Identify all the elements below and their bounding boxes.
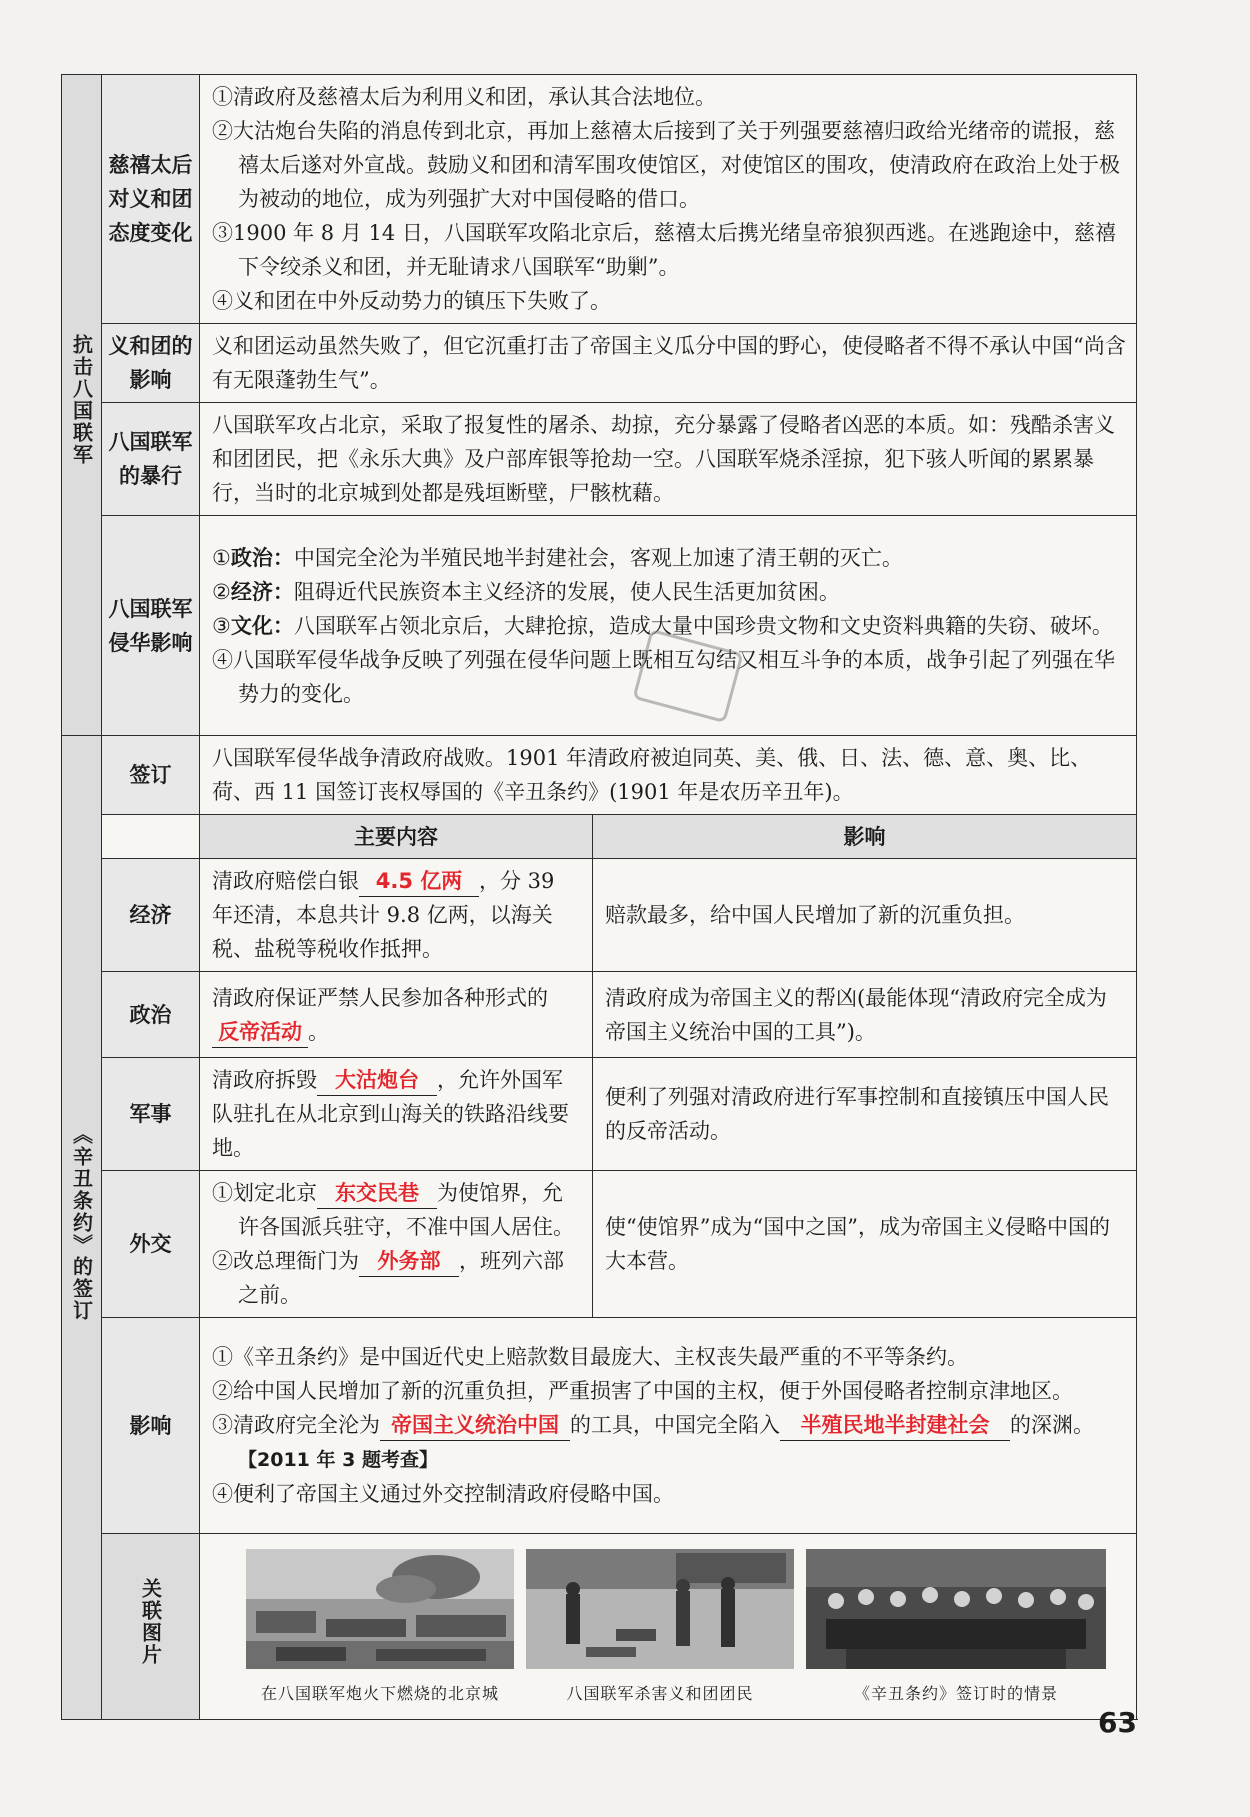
row-treaty-impact (62, 1318, 1137, 1534)
content-cixi (200, 75, 1137, 324)
invasion-item-politics: ①政治：中国完全沦为半殖民地半封建社会，客观上加速了清王朝的灭亡。 (212, 545, 903, 570)
treaty-impact-item-4: ④便利了帝国主义通过外交控制清政府侵略中国。 (212, 1482, 674, 1506)
page-number: 63 (1098, 1706, 1137, 1739)
content-boxer-impact (200, 324, 1137, 403)
cixi-item-4: ④义和团在中外反动势力的镇压下失败了。 (212, 289, 611, 313)
keyword-politics: 政治： (230, 545, 294, 570)
label-economy: 经济 (102, 859, 200, 972)
content-diplomacy: ①划定北京 东交民巷 为使馆界，允许各国派兵驻守，不准中国人居住。 ②改总理衙门为 外务部 ，班列六部之前。 (200, 1171, 593, 1318)
row-header (62, 815, 1137, 859)
content-treaty-impact (200, 1318, 1137, 1534)
row-signing (62, 736, 1137, 815)
answer-blank-foreign-ministry: 外务部 (359, 1246, 459, 1277)
content-signing (200, 736, 1137, 815)
signing-text: 八国联军侵华战争清政府战败。1901 年清政府被迫同英、美、俄、日、法、德、意、奥、比、荷、西 11 国签订丧权辱国的《辛丑条约》(1901 年是农历辛丑年)。 (212, 746, 1092, 804)
answer-blank-imperialist-tool: 帝国主义统治中国 (380, 1410, 570, 1441)
row-politics (62, 972, 1137, 1058)
photo-execution (526, 1549, 794, 1711)
treaty-impact-item-3: ③清政府完全沦为 帝国主义统治中国 的工具，中国完全陷入 半殖民地半封建社会 的深渊。【2011 年 3 题考查】 (212, 1408, 1126, 1477)
row-invasion-impact (62, 516, 1137, 736)
content-economy: 清政府赔偿白银 4.5 亿两 ，分 39 年还清，本息共计 9.8 亿两，以海关税、盐税等税收作抵押。 (200, 859, 593, 972)
answer-blank-semi-colonial: 半殖民地半封建社会 (780, 1410, 1010, 1441)
content-politics: 清政府保证严禁人民参加各种形式的反帝活动 。 (200, 972, 593, 1058)
photo-burning-beijing (246, 1549, 514, 1711)
row-atrocities (62, 403, 1137, 516)
section-images (102, 1534, 200, 1720)
label-treaty-impact: 影响 (102, 1318, 200, 1534)
photo-strip (200, 1539, 1136, 1715)
section-treaty (62, 736, 102, 1720)
header-content: 主要内容 (200, 815, 593, 859)
section-images-label: 关联图片 (138, 1577, 163, 1666)
row-boxer-impact (62, 324, 1137, 403)
header-empty (102, 815, 200, 859)
invasion-item-culture: ③文化：八国联军占领北京后，大肆抢掠，造成大量中国珍贵文物和文史资料典籍的失窃、破坏。 (212, 613, 1113, 638)
effect-diplomacy: 使“使馆界”成为“国中之国”，成为帝国主义侵略中国的大本营。 (593, 1171, 1137, 1318)
row-images (62, 1534, 1137, 1720)
cixi-item-2: ②大沽炮台失陷的消息传到北京，再加上慈禧太后接到了关于列强要慈禧归政给光绪帝的谎报，慈禧太后遂对外宣战。鼓励义和团和清军围攻使馆区，对使馆区的围攻，使清政府在政治上处于极为被动的地位，成为列强扩大对中国侵略的借口。 (212, 119, 1120, 211)
boxer-impact-text: 义和团运动虽然失败了，但它沉重打击了帝国主义瓜分中国的野心，使侵略者不得不承认中国“尚含有无限蓬勃生气”。 (212, 334, 1126, 392)
effect-military: 便利了列强对清政府进行军事控制和直接镇压中国人民的反帝活动。 (593, 1058, 1137, 1171)
treaty-signing-image (806, 1549, 1106, 1669)
effect-politics: 清政府成为帝国主义的帮凶(最能体现“清政府完全成为帝国主义统治中国的工具”)。 (593, 972, 1137, 1058)
label-atrocities: 八国联军的暴行 (102, 403, 200, 516)
answer-blank-silver: 4.5 亿两 (359, 866, 479, 897)
row-economy (62, 859, 1137, 972)
row-diplomacy (62, 1171, 1137, 1318)
label-signing: 签订 (102, 736, 200, 815)
images-cell (200, 1534, 1137, 1720)
effect-economy: 赔款最多，给中国人民增加了新的沉重负担。 (593, 859, 1137, 972)
answer-blank-anti-imperialism: 反帝活动 (212, 1017, 308, 1048)
content-atrocities (200, 403, 1137, 516)
answer-blank-dagu-forts: 大沽炮台 (317, 1065, 437, 1096)
label-politics: 政治 (102, 972, 200, 1058)
exam-note: 【2011 年 3 题考查】 (238, 1449, 438, 1471)
content-military: 清政府拆毁 大沽炮台 ，允许外国军队驻扎在从北京到山海关的铁路沿线要地。 (200, 1058, 593, 1171)
invasion-item-4: ④八国联军侵华战争反映了列强在侵华问题上既相互勾结又相互斗争的本质，战争引起了列强在华势力的变化。 (212, 647, 1115, 706)
treaty-impact-item-1: ①《辛丑条约》是中国近代史上赔款数目最庞大、主权丧失最严重的不平等条约。 (212, 1345, 968, 1369)
photo-caption-2: 八国联军杀害义和团团民 (566, 1683, 754, 1703)
burning-city-image (246, 1549, 514, 1669)
section-resist-label: 抗击八国联军 (69, 334, 94, 466)
label-diplomacy: 外交 (102, 1171, 200, 1318)
cixi-item-3: ③1900 年 8 月 14 日，八国联军攻陷北京后，慈禧太后携光绪皇帝狼狈西逃。在逃跑途中，慈禧下令绞杀义和团，并无耻请求八国联军“助剿”。 (212, 221, 1116, 279)
execution-image (526, 1549, 794, 1669)
treaty-impact-item-2: ②给中国人民增加了新的沉重负担，严重损害了中国的主权，便于外国侵略者控制京津地区。 (212, 1379, 1073, 1403)
label-invasion-impact: 八国联军侵华影响 (102, 516, 200, 736)
label-cixi: 慈禧太后对义和团态度变化 (102, 75, 200, 324)
photo-caption-1: 在八国联军炮火下燃烧的北京城 (260, 1683, 499, 1703)
answer-blank-legation-quarter: 东交民巷 (317, 1178, 437, 1209)
photo-treaty-signing (806, 1549, 1106, 1711)
keyword-culture: 文化： (230, 613, 294, 638)
invasion-item-economy: ②经济：阻碍近代民族资本主义经济的发展，使人民生活更加贫困。 (212, 579, 840, 604)
keyword-economy: 经济： (230, 579, 294, 604)
cixi-item-1: ①清政府及慈禧太后为利用义和团，承认其合法地位。 (212, 85, 716, 109)
photo-caption-3: 《辛丑条约》签订时的情景 (853, 1683, 1058, 1703)
section-resist (62, 75, 102, 736)
label-military: 军事 (102, 1058, 200, 1171)
knowledge-table (61, 74, 1137, 1720)
section-treaty-label: 《辛丑条约》的签订 (69, 1123, 94, 1322)
label-boxer-impact: 义和团的影响 (102, 324, 200, 403)
row-cixi (62, 75, 1137, 324)
row-military (62, 1058, 1137, 1171)
atrocities-text: 八国联军攻占北京，采取了报复性的屠杀、劫掠，充分暴露了侵略者凶恶的本质。如：残酷杀害义和团团民，把《永乐大典》及户部库银等抢劫一空。八国联军烧杀淫掠，犯下骇人听闻的累累暴行，当时的北京城到处都是残垣断壁，尸骸枕藉。 (212, 413, 1115, 505)
header-effect: 影响 (593, 815, 1137, 859)
